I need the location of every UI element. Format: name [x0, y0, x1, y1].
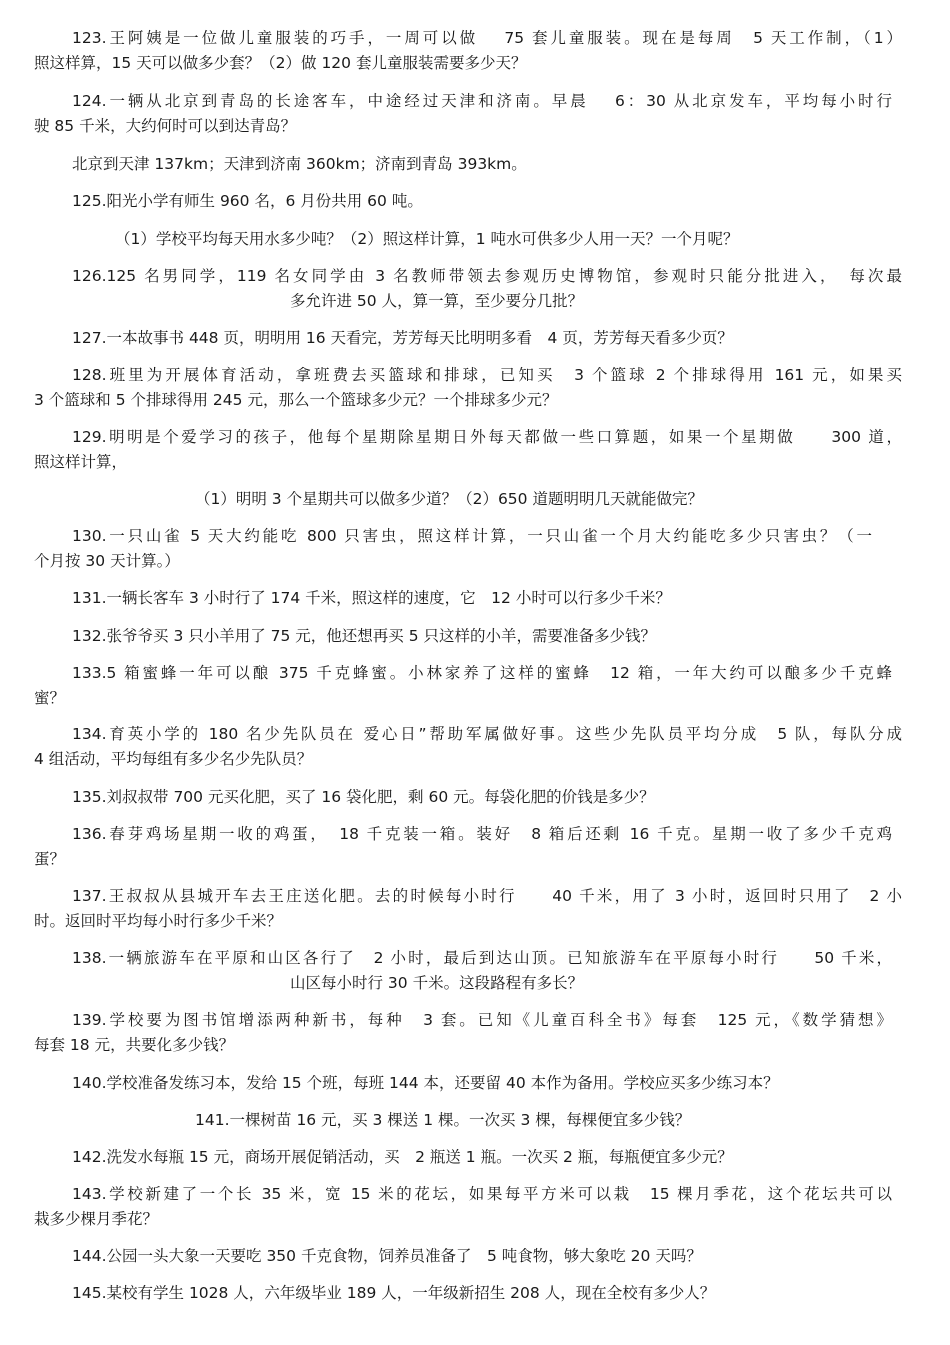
text-line: 129.明明是个爱学习的孩子，他每个星期除星期日外每天都做一些口算题，如果一个星期做 300 道， [72, 428, 902, 446]
text-line: 多允许进 50 人，算一算，至少要分几批？ [290, 292, 584, 310]
text-line: 时。返回时平均每小时行多少千米？ [34, 912, 283, 930]
text-line: 栽多少棵月季花？ [34, 1210, 159, 1228]
text-line: 139.学校要为图书馆增添两种新书，每种 3 套。已知《儿童百科全书》每套 125 元，《数学猜想》 [72, 1011, 892, 1029]
text-line: 每套 18 元，共要化多少钱？ [34, 1036, 235, 1054]
text-line: 132.张爷爷买 3 只小羊用了 75 元，他还想再买 5 只这样的小羊，需要准备多少钱？ [72, 627, 657, 645]
text-line: 个月按 30 天计算。） [34, 552, 180, 570]
text-line: 133.5 箱蜜蜂一年可以酿 375 千克蜂蜜。小林家养了这样的蜜蜂 12 箱，一年大约可以酿多少千克蜂 [72, 664, 892, 682]
text-line: 蛋？ [34, 850, 66, 868]
text-line: 北京到天津 137km；天津到济南 360km；济南到青岛 393km。 [72, 155, 527, 173]
text-line: 128.班里为开展体育活动，拿班费去买篮球和排球，已知买 3 个篮球 2 个排球得用 161 元，如果买 [72, 366, 902, 384]
text-line: 3 个篮球和 5 个排球得用 245 元，那么一个篮球多少元？一个排球多少元？ [34, 391, 558, 409]
text-line: 130.一只山雀 5 天大约能吃 800 只害虫，照这样计算，一只山雀一个月大约能吃多少只害虫？（一 [72, 527, 872, 545]
text-line: （1）学校平均每天用水多少吨？（2）照这样计算，1 吨水可供多少人用一天？一个月呢？ [115, 230, 739, 248]
text-line: 驶 85 千米，大约何时可以到达青岛？ [34, 117, 297, 135]
text-line: 145.某校有学生 1028 人，六年级毕业 189 人，一年级新招生 208 人，现在全校有多少人？ [72, 1284, 716, 1302]
text-line: 144.公园一头大象一天要吃 350 千克食物，饲养员准备了 5 吨食物，够大象吃 20 天吗？ [72, 1247, 702, 1265]
text-line: 137.王叔叔从县城开车去王庄送化肥。去的时候每小时行 40 千米，用了 3 小时，返回时只用了 2 小 [72, 887, 902, 905]
text-line: 131.一辆长客车 3 小时行了 174 千米，照这样的速度，它 12 小时可以行多少千米？ [72, 589, 671, 607]
text-line: 127.一本故事书 448 页，明明用 16 天看完，芳芳每天比明明多看 4 页，芳芳每天看多少页？ [72, 329, 733, 347]
text-line: 134.育英小学的 180 名少先队员在 爱心日”帮助军属做好事。这些少先队员平均分成 5 队，每队分成 [72, 725, 902, 743]
text-line: 135.刘叔叔带 700 元买化肥，买了 16 袋化肥，剩 60 元。每袋化肥的价钱是多少？ [72, 788, 655, 806]
text-line: 124.一辆从北京到青岛的长途客车，中途经过天津和济南。早晨 6：30 从北京发车，平均每小时行 [72, 92, 892, 110]
text-line: 山区每小时行 30 千米。这段路程有多长？ [290, 974, 584, 992]
text-line: 照这样计算， [34, 453, 128, 471]
text-line: （1）明明 3 个星期共可以做多少道？（2）650 道题明明几天就能做完？ [195, 490, 703, 508]
text-line: 140.学校准备发练习本，发给 15 个班，每班 144 本，还要留 40 本作为备用。学校应买多少练习本？ [72, 1074, 779, 1092]
text-line: 4 组活动，平均每组有多少名少先队员？ [34, 750, 313, 768]
text-line: 143.学校新建了一个长 35 米，宽 15 米的花坛，如果每平方米可以栽 15 棵月季花，这个花坛共可以 [72, 1185, 892, 1203]
text-line: 142.洗发水每瓶 15 元，商场开展促销活动，买 2 瓶送 1 瓶。一次买 2 瓶，每瓶便宜多少元？ [72, 1148, 733, 1166]
text-line: 126.125 名男同学，119 名女同学由 3 名教师带领去参观历史博物馆，参观时只能分批进入， 每次最 [72, 267, 902, 285]
text-line: 123.王阿姨是一位做儿童服装的巧手，一周可以做 75 套儿童服装。现在是每周 5 天工作制，（1） [72, 29, 902, 47]
text-line: 138.一辆旅游车在平原和山区各行了 2 小时，最后到达山顶。已知旅游车在平原每小时行 50 千米， [72, 949, 892, 967]
text-line: 蜜？ [34, 689, 66, 707]
text-line: 136.春芽鸡场星期一收的鸡蛋， 18 千克装一箱。装好 8 箱后还剩 16 千克。星期一收了多少千克鸡 [72, 825, 892, 843]
text-line: 141.一棵树苗 16 元，买 3 棵送 1 棵。一次买 3 棵，每棵便宜多少钱？ [195, 1111, 691, 1129]
text-line: 125.阳光小学有师生 960 名，6 月份共用 60 吨。 [72, 192, 423, 210]
text-line: 照这样算，15 天可以做多少套？（2）做 120 套儿童服装需要多少天？ [34, 54, 527, 72]
